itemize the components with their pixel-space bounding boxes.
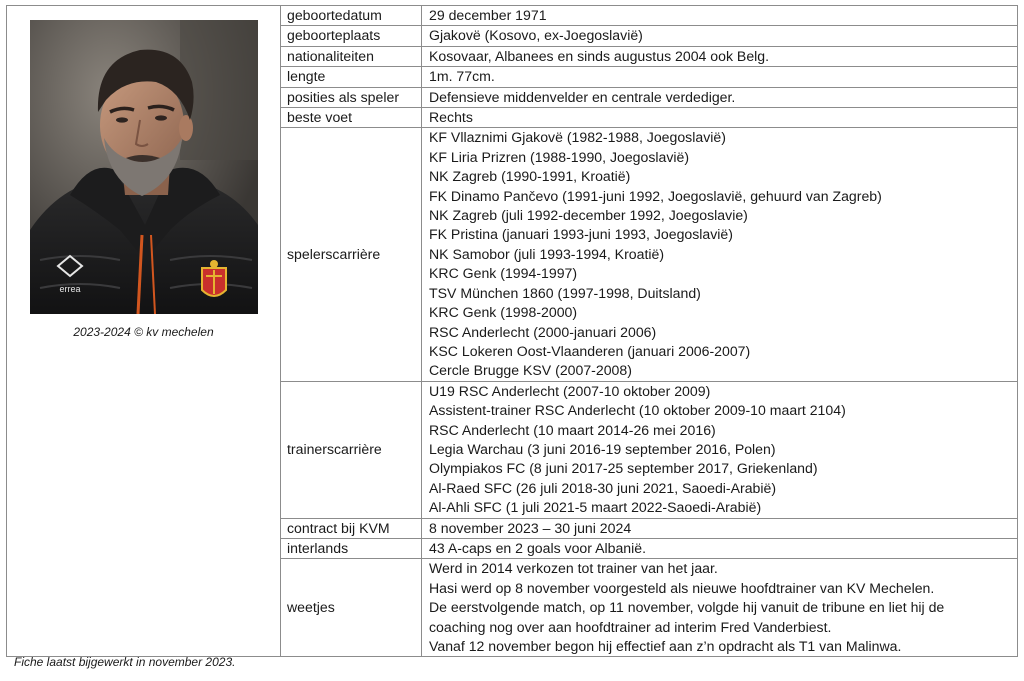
field-value-line: RSC Anderlecht (2000-januari 2006) [429, 323, 657, 340]
field-value-line: 29 december 1971 [429, 7, 547, 23]
svg-text:errea: errea [58, 284, 81, 294]
field-label: beste voet [281, 108, 422, 128]
field-value-line: Al-Raed SFC (26 juli 2018-30 juni 2021, Saoedi-Arabië) [429, 479, 777, 496]
field-label: weetjes [281, 559, 422, 657]
field-label: contract bij KVM [281, 518, 422, 538]
field-value-line: KF Liria Prizren (1988-1990, Joegoslavië) [429, 148, 690, 165]
field-value-line: Gjakovë (Kosovo, ex-Joegoslavië) [429, 27, 643, 44]
field-value-line: Defensieve middenvelder en centrale verdediger. [429, 88, 736, 105]
field-label: lengte [281, 67, 422, 87]
field-label: spelerscarrière [281, 128, 422, 381]
field-value-line: KF Vllaznimi Gjakovë (1982-1988, Joegoslavië) [429, 129, 726, 146]
field-value-line: Legia Warchau (3 juni 2016-19 september 2016, Polen) [429, 440, 776, 457]
coach-portrait-image [30, 20, 258, 314]
field-value-line: coaching nog over aan hoofdtrainer ad interim Fred Vanderbiest. [429, 618, 832, 635]
field-value [422, 518, 1018, 538]
field-value-line: FK Pristina (januari 1993-juni 1993, Joegoslavië) [429, 226, 733, 243]
photo-cell [7, 6, 281, 657]
field-label: geboorteplaats [281, 26, 422, 46]
field-value-line: Cercle Brugge KSV (2007-2008) [429, 362, 632, 379]
field-value-line: Rechts [429, 109, 473, 126]
field-value [422, 26, 1018, 46]
field-label: posities als speler [281, 87, 422, 107]
field-value [422, 381, 1018, 518]
field-value [422, 87, 1018, 107]
field-value-line: Olympiakos FC (8 juni 2017-25 september 2017, Griekenland) [429, 460, 818, 477]
field-value [422, 108, 1018, 128]
field-value-line: Al-Ahli SFC (1 juli 2021-5 maart 2022-Saoedi-Arabië) [429, 499, 762, 516]
field-value-line: Werd in 2014 verkozen tot trainer van het jaar. [429, 560, 718, 577]
field-label: interlands [281, 538, 422, 558]
field-value-line: Assistent-trainer RSC Anderlecht (10 oktober 2009-10 maart 2104) [429, 402, 846, 419]
field-value-line: RSC Anderlecht (10 maart 2014-26 mei 2016) [429, 421, 716, 438]
field-value-line: NK Zagreb (1990-1991, Kroatië) [429, 168, 631, 185]
field-value-line: KRC Genk (1994-1997) [429, 265, 578, 282]
field-label: nationaliteiten [281, 46, 422, 66]
profile-table [6, 5, 1018, 657]
field-value-line: U19 RSC Anderlecht (2007-10 oktober 2009) [429, 382, 711, 399]
field-value-line: NK Zagreb (juli 1992-december 1992, Joegoslavie) [429, 207, 748, 224]
field-value [422, 67, 1018, 87]
field-value-line: Kosovaar, Albanees en sinds augustus 2004 ook Belg. [429, 47, 770, 64]
field-value [422, 559, 1018, 657]
photo-caption: 2023-2024 © kv mechelen [73, 325, 214, 339]
field-value-line: 8 november 2023 – 30 juni 2024 [429, 519, 632, 536]
field-value [422, 538, 1018, 558]
field-label: trainerscarrière [281, 381, 422, 518]
field-value-line: KSC Lokeren Oost-Vlaanderen (januari 2006-2007) [429, 342, 751, 359]
field-value [422, 46, 1018, 66]
field-value-line: Hasi werd op 8 november voorgesteld als nieuwe hoofdtrainer van KV Mechelen. [429, 579, 935, 596]
field-value-line: NK Samobor (juli 1993-1994, Kroatië) [429, 245, 665, 262]
field-value-line: TSV München 1860 (1997-1998, Duitsland) [429, 284, 701, 301]
field-value [422, 128, 1018, 381]
field-value-line: KRC Genk (1998-2000) [429, 304, 578, 321]
field-value-line: 1m. 77cm. [429, 68, 495, 85]
coach-photo [30, 20, 258, 314]
field-value-line: 43 A-caps en 2 goals voor Albanië. [429, 539, 647, 556]
field-value-line: De eerstvolgende match, op 11 november, volgde hij vanuit de tribune en liet hij de [429, 599, 945, 616]
field-value-line: Vanaf 12 november begon hij effectief aan z’n opdracht als T1 van Malinwa. [429, 638, 902, 654]
field-value-line: FK Dinamo Pančevo (1991-juni 1992, Joegoslavië, gehuurd van Zagreb) [429, 187, 882, 204]
last-updated-note: Fiche laatst bijgewerkt in november 2023. [14, 655, 236, 669]
profile-table-body [7, 6, 1018, 657]
field-value [422, 6, 1018, 26]
field-label: geboortedatum [281, 6, 422, 26]
table-row [7, 6, 1018, 26]
